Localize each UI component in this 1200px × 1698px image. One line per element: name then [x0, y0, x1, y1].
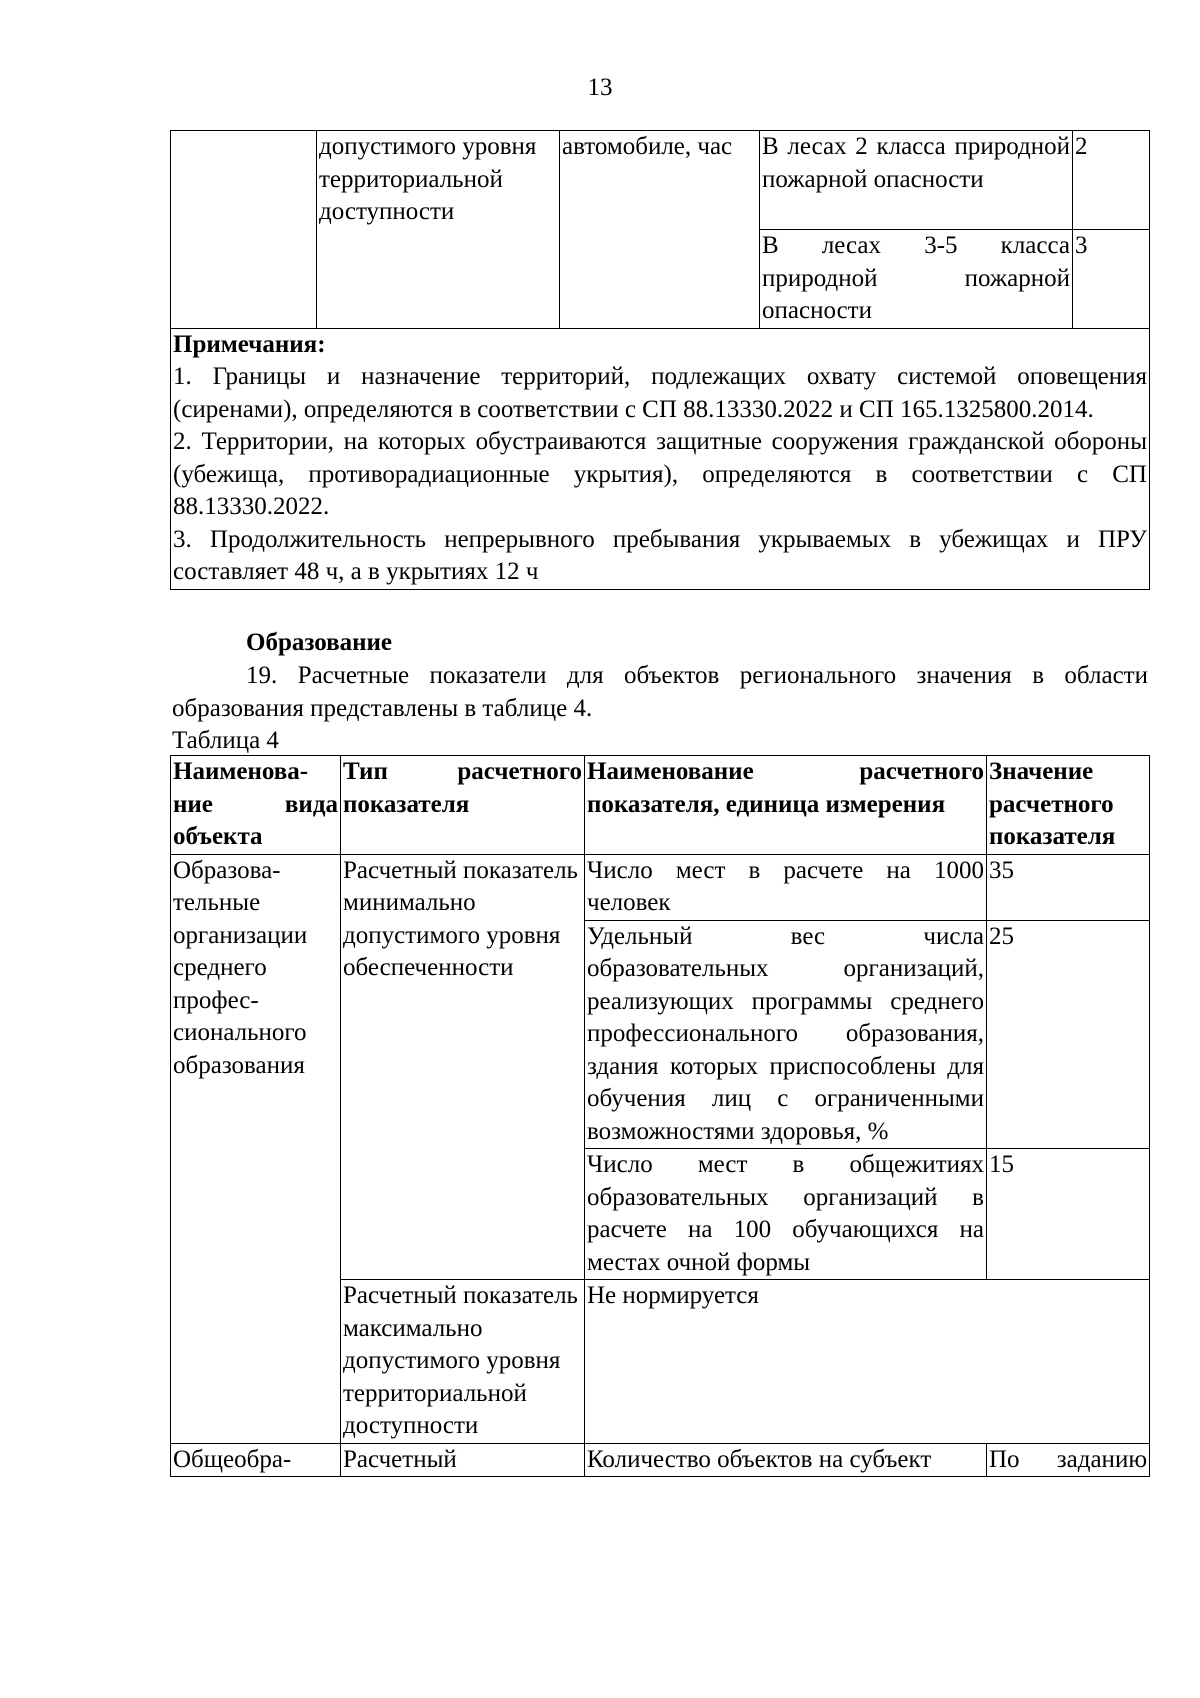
table-continued [170, 130, 1150, 590]
value-cell: 25 [987, 920, 1150, 1149]
indicator-cell: Число мест в общежитиях образовательных организаций в расчете на 100 обучающихся на местах очной формы [585, 1149, 987, 1280]
indicator-cell: Число мест в расчете на 1000 человек [585, 854, 987, 920]
page-number: 13 [587, 74, 613, 101]
header-type: Тип расчетного показателя [341, 756, 585, 855]
object-cell: Общеобра- [171, 1443, 341, 1477]
indicator-type-cell: допустимого уровня территориальной доступности [317, 131, 560, 329]
not-normalized-cell: Не нормируется [585, 1280, 1150, 1444]
header-indicator: Наименование расчетного показателя, единица измерения [585, 756, 987, 855]
table-caption: Таблица 4 [172, 727, 279, 754]
note-1: 1. Границы и назначение территорий, подлежащих охвату системой оповещения (сиренами), определяются в соответствии с СП 88.13330.2022 и СП 165.1325800.2014. [173, 363, 1147, 423]
value-cell: 35 [987, 854, 1150, 920]
note-3: 3. Продолжительность непрерывного пребывания укрываемых в убежищах и ПРУ составляет 48 ч, а в укрытиях 12 ч [173, 525, 1147, 585]
header-value: Значение расчетного показателя [987, 756, 1150, 855]
indicator-cell: Количество объектов на субъект [585, 1443, 987, 1477]
value-cell: По заданию [987, 1443, 1150, 1477]
type-cell: Расчетный показатель минимально допустимого уровня обеспеченности [341, 854, 585, 1280]
section-paragraph: 19. Расчетные показатели для объектов регионального значения в области образования представлены в таблице 4. [172, 662, 1148, 722]
notes-title: Примечания: [173, 330, 326, 358]
type-cell: Расчетный [341, 1443, 585, 1477]
section-heading: Образование [246, 629, 393, 656]
condition-cell: В лесах 2 класса природной пожарной опасности [760, 131, 1073, 230]
object-cell: Образова-тельные организации среднего профес-сионального образования [171, 854, 341, 1443]
header-object: Наименова-ние вида объекта [171, 756, 341, 855]
condition-cell: В лесах 3-5 класса природной пожарной опасности [760, 230, 1073, 329]
table-4 [170, 755, 1150, 1477]
note-2: 2. Территории, на которых обустраиваются защитные сооружения гражданской обороны (убежища, противорадиационные укрытия), определяются в соответствии с СП 88.13330.2022. [173, 428, 1147, 520]
value-cell: 2 [1073, 131, 1150, 230]
value-cell: 15 [987, 1149, 1150, 1280]
indicator-cell: Удельный вес числа образовательных организаций, реализующих программы среднего профессионального образования, здания которых приспособлены для обучения лиц с ограниченными возможностями здоровья, % [585, 920, 987, 1149]
value-cell: 3 [1073, 230, 1150, 329]
notes-cell [171, 328, 1150, 589]
empty-cell [171, 131, 317, 329]
unit-cell: автомобиле, час [560, 131, 760, 329]
type-cell: Расчетный показатель максимально допустимого уровня территориальной доступности [341, 1280, 585, 1444]
